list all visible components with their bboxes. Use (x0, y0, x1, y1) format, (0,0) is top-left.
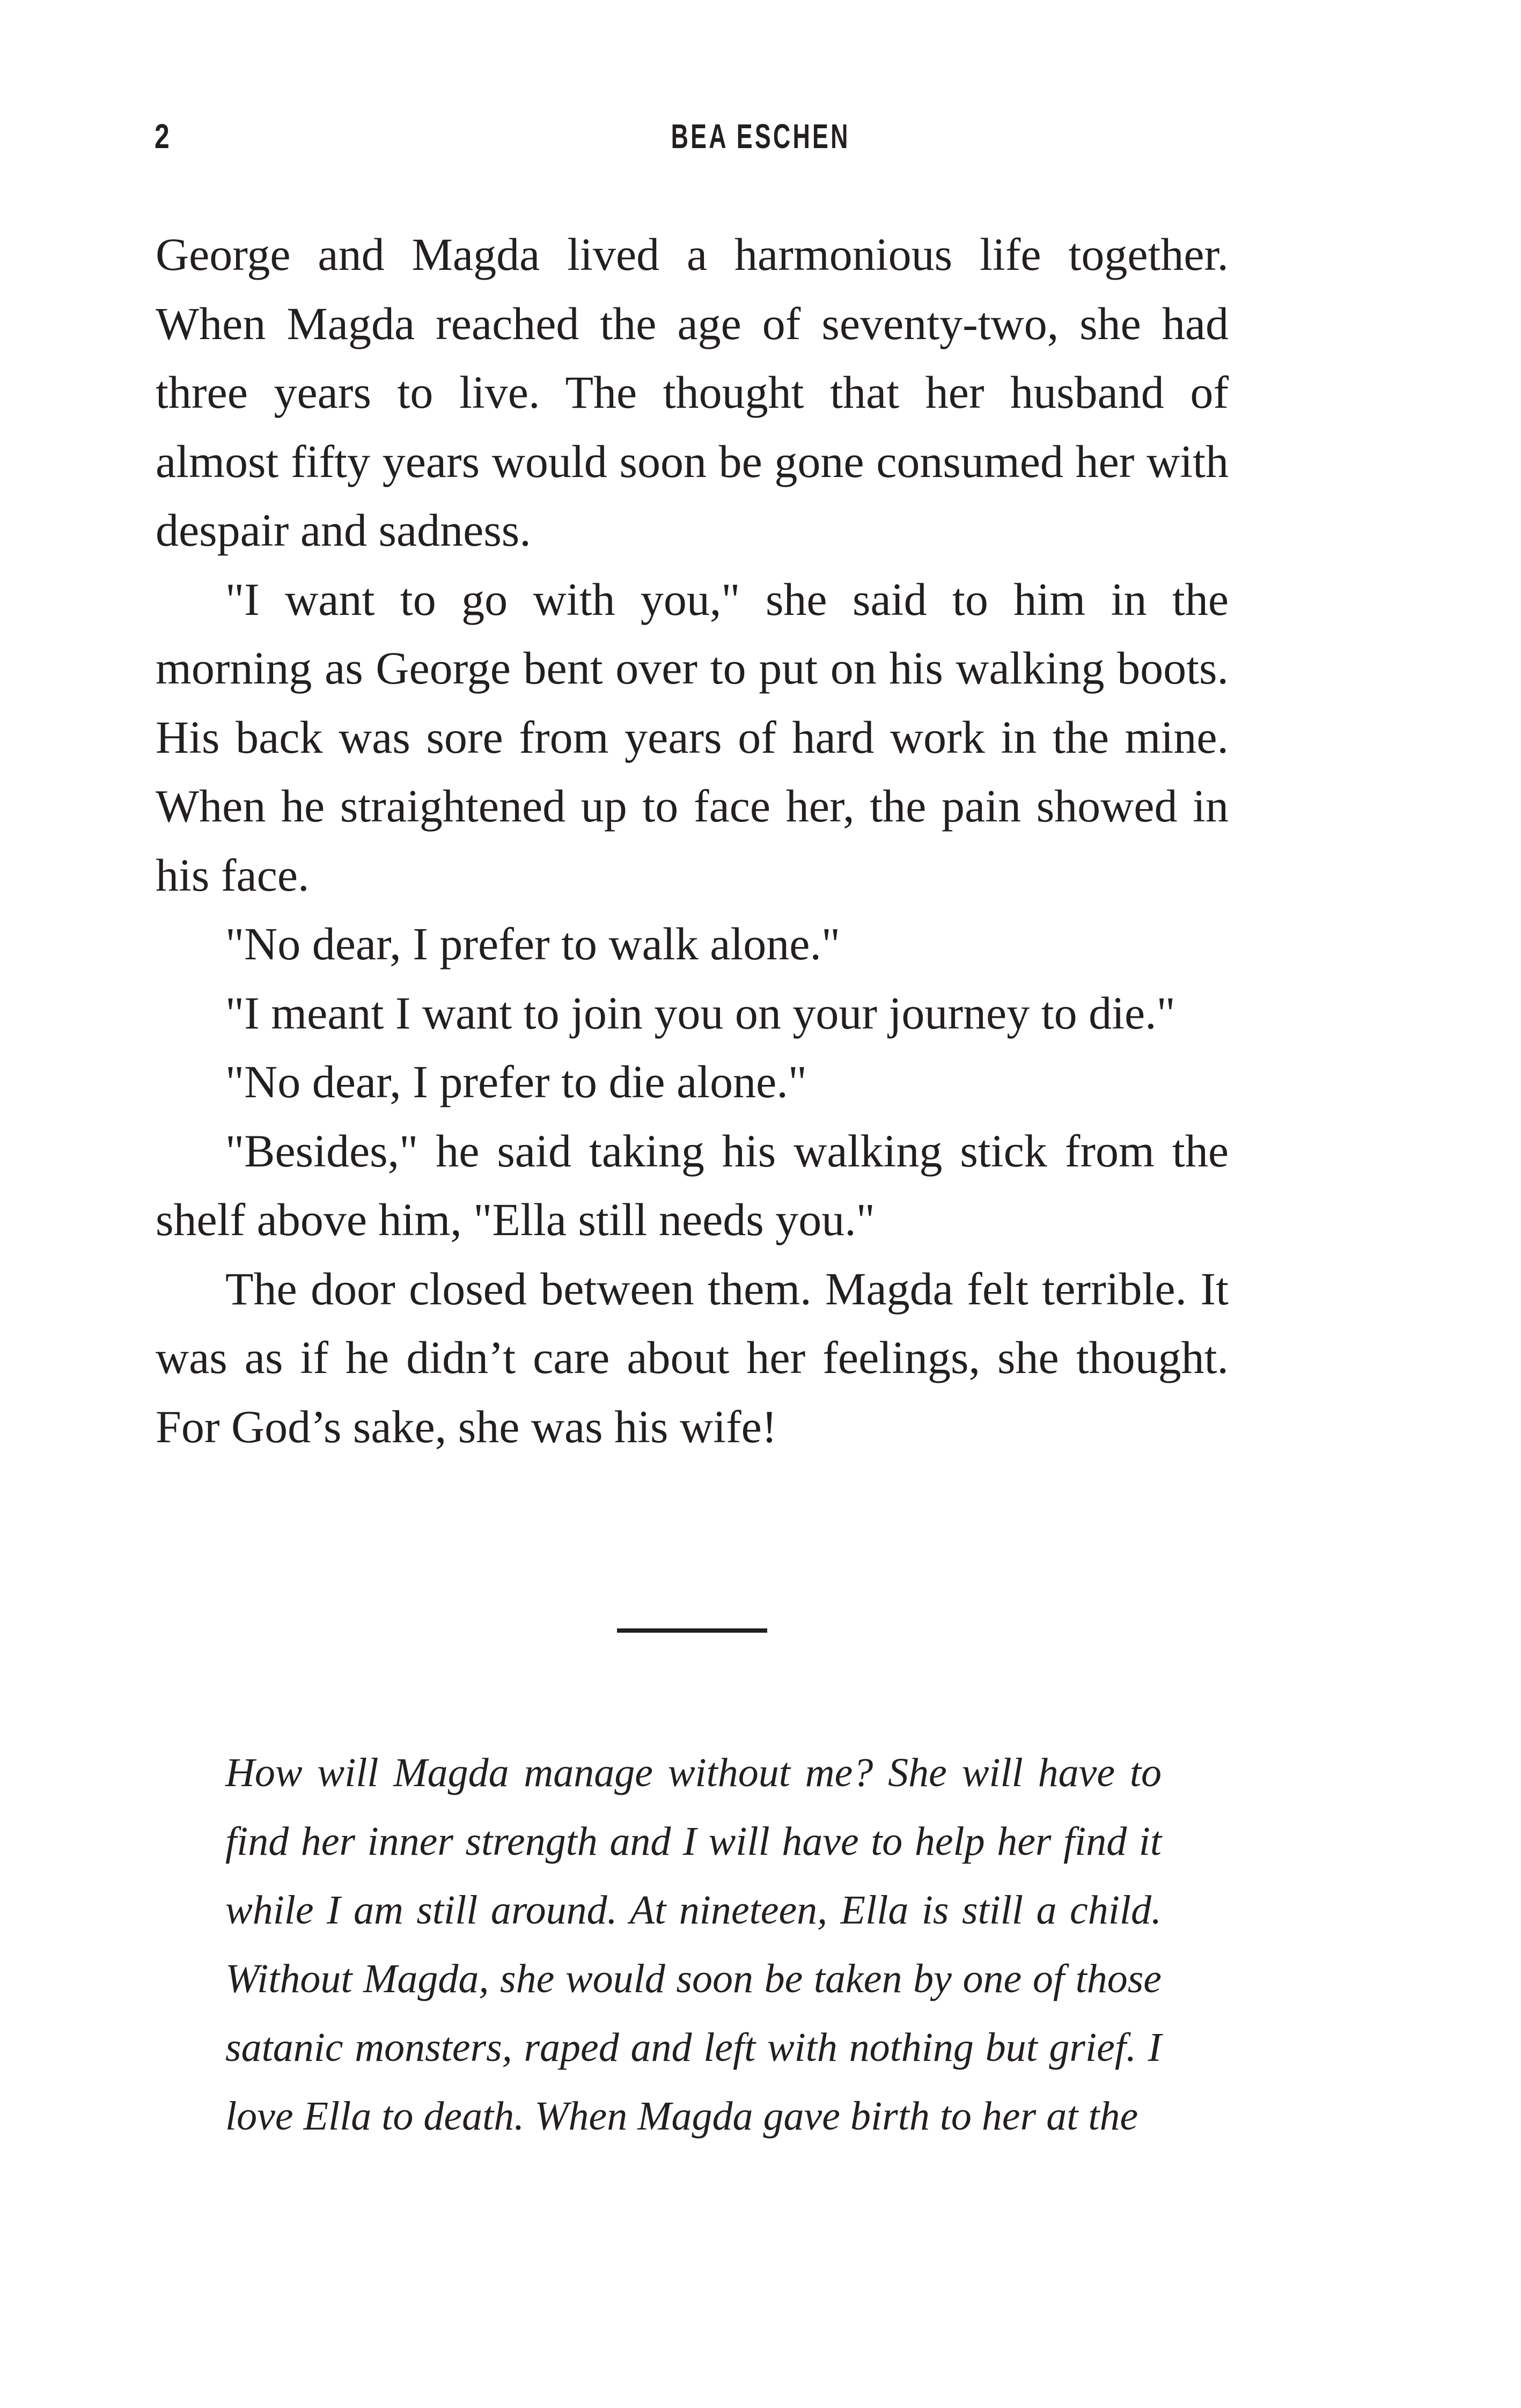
running-head-text: BEA ESCHEN (671, 117, 850, 156)
paragraph: "No dear, I prefer to die alone." (225, 1056, 807, 1107)
paragraph: "Besides," he said taking his walking stick from the shelf above him, "Ella still needs you." (156, 1125, 1229, 1245)
paragraph: "I meant I want to join you on your journey to die." (225, 987, 1175, 1039)
paragraph: "No dear, I prefer to walk alone." (225, 918, 841, 970)
scene-break-divider (617, 1628, 767, 1633)
paragraph: The door closed between them. Magda felt terrible. It was as if he didn’t care about her feelings, she thought. For God’s sake, she was his wife! (156, 1262, 1229, 1452)
body-text (156, 220, 1229, 1461)
page-number: 2 (155, 117, 171, 156)
italic-paragraph: How will Magda manage without me? She will have to find her inner strength and I will have to help her find it while I am still around. At nineteen, Ella is still a child. Without Magda, she would soon be taken by one of those satanic monsters, raped and left with nothing but grief. I love Ella to death. When Magda gave birth to her at the (225, 1750, 1162, 2139)
paragraph: "I want to go with you," she said to him in the morning as George bent over to put on his walking boots. His back was sore from years of hard work in the mine. When he straightened up to face her, the pain showed in his face. (156, 573, 1229, 901)
running-head (0, 117, 1521, 156)
paragraph: George and Magda lived a harmonious life together. When Magda reached the age of seventy-two, she had three years to live. The thought that her husband of almost fifty years would soon be gone consumed her with despair and sadness. (156, 229, 1229, 556)
italic-passage (225, 1738, 1162, 2150)
